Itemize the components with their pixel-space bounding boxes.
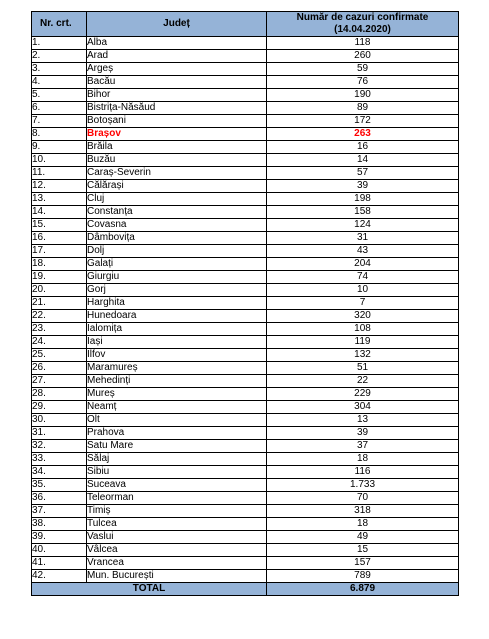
row-number: 29. xyxy=(32,401,87,414)
table-row xyxy=(32,89,459,102)
table-row xyxy=(32,245,459,258)
header-row xyxy=(32,12,459,37)
row-judet: Mehedinți xyxy=(87,375,267,388)
row-cazuri: 37 xyxy=(267,440,459,453)
row-number: 33. xyxy=(32,453,87,466)
row-number: 16. xyxy=(32,232,87,245)
total-value: 6.879 xyxy=(267,583,459,596)
row-number: 3. xyxy=(32,63,87,76)
row-judet: Teleorman xyxy=(87,492,267,505)
row-number: 35. xyxy=(32,479,87,492)
row-judet: Cluj xyxy=(87,193,267,206)
row-cazuri: 13 xyxy=(267,414,459,427)
row-cazuri: 49 xyxy=(267,531,459,544)
row-cazuri: 89 xyxy=(267,102,459,115)
row-judet: Mureș xyxy=(87,388,267,401)
row-number: 40. xyxy=(32,544,87,557)
table-row xyxy=(32,219,459,232)
row-judet: Neamț xyxy=(87,401,267,414)
row-cazuri: 10 xyxy=(267,284,459,297)
header-judet: Județ xyxy=(87,12,267,37)
table-row xyxy=(32,505,459,518)
row-number: 26. xyxy=(32,362,87,375)
row-number: 17. xyxy=(32,245,87,258)
row-judet: Caraș-Severin xyxy=(87,167,267,180)
row-cazuri: 132 xyxy=(267,349,459,362)
table-row xyxy=(32,76,459,89)
row-cazuri: 15 xyxy=(267,544,459,557)
row-cazuri: 190 xyxy=(267,89,459,102)
row-cazuri: 31 xyxy=(267,232,459,245)
table-row xyxy=(32,141,459,154)
table-row xyxy=(32,50,459,63)
row-number: 14. xyxy=(32,206,87,219)
row-cazuri: 74 xyxy=(267,271,459,284)
table-row xyxy=(32,375,459,388)
table-row xyxy=(32,128,459,141)
row-number: 15. xyxy=(32,219,87,232)
table-row xyxy=(32,388,459,401)
row-number: 24. xyxy=(32,336,87,349)
table-row xyxy=(32,544,459,557)
row-judet: Giurgiu xyxy=(87,271,267,284)
row-number: 28. xyxy=(32,388,87,401)
table-row xyxy=(32,323,459,336)
table-row xyxy=(32,167,459,180)
table-row xyxy=(32,232,459,245)
row-judet: Covasna xyxy=(87,219,267,232)
table-row xyxy=(32,557,459,570)
row-judet: Vaslui xyxy=(87,531,267,544)
table-row xyxy=(32,297,459,310)
row-number: 7. xyxy=(32,115,87,128)
total-label: TOTAL xyxy=(32,583,267,596)
row-cazuri: 204 xyxy=(267,258,459,271)
row-judet: Bihor xyxy=(87,89,267,102)
row-number: 10. xyxy=(32,154,87,167)
row-cazuri: 18 xyxy=(267,518,459,531)
row-number: 1. xyxy=(32,37,87,50)
row-judet: Bistrița-Năsăud xyxy=(87,102,267,115)
row-number: 22. xyxy=(32,310,87,323)
table-row xyxy=(32,362,459,375)
row-number: 41. xyxy=(32,557,87,570)
row-number: 27. xyxy=(32,375,87,388)
table-row xyxy=(32,180,459,193)
row-judet: Prahova xyxy=(87,427,267,440)
table-row xyxy=(32,479,459,492)
row-number: 39. xyxy=(32,531,87,544)
row-judet: Suceava xyxy=(87,479,267,492)
row-number: 13. xyxy=(32,193,87,206)
row-number: 12. xyxy=(32,180,87,193)
row-cazuri: 260 xyxy=(267,50,459,63)
row-number: 34. xyxy=(32,466,87,479)
table-row xyxy=(32,271,459,284)
row-cazuri: 1.733 xyxy=(267,479,459,492)
row-cazuri: 18 xyxy=(267,453,459,466)
row-number: 19. xyxy=(32,271,87,284)
row-cazuri: 124 xyxy=(267,219,459,232)
row-cazuri: 43 xyxy=(267,245,459,258)
row-judet: Dâmbovița xyxy=(87,232,267,245)
row-cazuri: 119 xyxy=(267,336,459,349)
row-judet: Iași xyxy=(87,336,267,349)
row-judet: Galați xyxy=(87,258,267,271)
row-cazuri: 320 xyxy=(267,310,459,323)
table-row xyxy=(32,414,459,427)
row-cazuri: 108 xyxy=(267,323,459,336)
row-cazuri: 318 xyxy=(267,505,459,518)
row-judet: Olt xyxy=(87,414,267,427)
row-cazuri: 59 xyxy=(267,63,459,76)
table-row xyxy=(32,492,459,505)
row-judet: Sălaj xyxy=(87,453,267,466)
table-row xyxy=(32,336,459,349)
table-row xyxy=(32,310,459,323)
row-cazuri: 51 xyxy=(267,362,459,375)
row-judet: Constanța xyxy=(87,206,267,219)
row-cazuri: 789 xyxy=(267,570,459,583)
row-judet: Satu Mare xyxy=(87,440,267,453)
row-number: 23. xyxy=(32,323,87,336)
row-judet: Alba xyxy=(87,37,267,50)
row-judet: Hunedoara xyxy=(87,310,267,323)
row-judet: Tulcea xyxy=(87,518,267,531)
row-number: 5. xyxy=(32,89,87,102)
row-judet: Dolj xyxy=(87,245,267,258)
table-row xyxy=(32,102,459,115)
row-cazuri: 39 xyxy=(267,427,459,440)
row-number: 2. xyxy=(32,50,87,63)
row-number: 18. xyxy=(32,258,87,271)
header-cazuri-date: (14.04.2020) xyxy=(334,24,391,35)
table-row xyxy=(32,466,459,479)
row-cazuri: 76 xyxy=(267,76,459,89)
row-number: 6. xyxy=(32,102,87,115)
table-row xyxy=(32,115,459,128)
table-row xyxy=(32,284,459,297)
table-row xyxy=(32,206,459,219)
row-judet: Maramureș xyxy=(87,362,267,375)
row-cazuri: 116 xyxy=(267,466,459,479)
row-number: 30. xyxy=(32,414,87,427)
row-number: 37. xyxy=(32,505,87,518)
row-judet: Argeș xyxy=(87,63,267,76)
row-cazuri: 22 xyxy=(267,375,459,388)
row-number: 36. xyxy=(32,492,87,505)
row-cazuri: 118 xyxy=(267,37,459,50)
row-judet: Mun. București xyxy=(87,570,267,583)
row-judet: Brăila xyxy=(87,141,267,154)
table-row xyxy=(32,570,459,583)
row-judet: Timiș xyxy=(87,505,267,518)
table-body xyxy=(32,37,459,583)
table-header xyxy=(32,12,459,37)
header-cazuri-label: Număr de cazuri confirmate xyxy=(296,12,429,23)
row-cazuri: 70 xyxy=(267,492,459,505)
row-number: 32. xyxy=(32,440,87,453)
row-number: 20. xyxy=(32,284,87,297)
row-judet: Călărași xyxy=(87,180,267,193)
row-cazuri: 16 xyxy=(267,141,459,154)
row-cazuri: 198 xyxy=(267,193,459,206)
row-cazuri: 14 xyxy=(267,154,459,167)
total-row xyxy=(32,583,459,596)
table-row xyxy=(32,427,459,440)
table-row xyxy=(32,349,459,362)
row-number: 4. xyxy=(32,76,87,89)
row-judet: Gorj xyxy=(87,284,267,297)
row-cazuri: 304 xyxy=(267,401,459,414)
row-number: 31. xyxy=(32,427,87,440)
row-judet: Bacău xyxy=(87,76,267,89)
row-judet: Ialomița xyxy=(87,323,267,336)
row-cazuri: 229 xyxy=(267,388,459,401)
row-cazuri: 172 xyxy=(267,115,459,128)
row-judet: Sibiu xyxy=(87,466,267,479)
header-nr-crt: Nr. crt. xyxy=(32,12,87,37)
row-cazuri: 39 xyxy=(267,180,459,193)
row-number: 8. xyxy=(32,128,87,141)
table-row xyxy=(32,453,459,466)
table-row xyxy=(32,154,459,167)
row-number: 38. xyxy=(32,518,87,531)
table-footer xyxy=(32,583,459,596)
row-number: 11. xyxy=(32,167,87,180)
row-number: 21. xyxy=(32,297,87,310)
cases-table xyxy=(31,11,459,596)
table-row xyxy=(32,193,459,206)
table-row xyxy=(32,37,459,50)
row-judet: Vrancea xyxy=(87,557,267,570)
row-cazuri: 263 xyxy=(267,128,459,141)
table-row xyxy=(32,63,459,76)
table-row xyxy=(32,518,459,531)
row-judet: Buzău xyxy=(87,154,267,167)
table-row xyxy=(32,531,459,544)
header-cazuri xyxy=(267,12,459,37)
table-row xyxy=(32,440,459,453)
row-judet: Arad xyxy=(87,50,267,63)
row-cazuri: 7 xyxy=(267,297,459,310)
row-judet: Botoșani xyxy=(87,115,267,128)
row-number: 25. xyxy=(32,349,87,362)
table-row xyxy=(32,401,459,414)
row-judet: Harghita xyxy=(87,297,267,310)
row-number: 9. xyxy=(32,141,87,154)
row-judet: Brașov xyxy=(87,128,267,141)
row-cazuri: 158 xyxy=(267,206,459,219)
row-cazuri: 157 xyxy=(267,557,459,570)
table-row xyxy=(32,258,459,271)
row-judet: Vâlcea xyxy=(87,544,267,557)
row-judet: Ilfov xyxy=(87,349,267,362)
row-number: 42. xyxy=(32,570,87,583)
row-cazuri: 57 xyxy=(267,167,459,180)
